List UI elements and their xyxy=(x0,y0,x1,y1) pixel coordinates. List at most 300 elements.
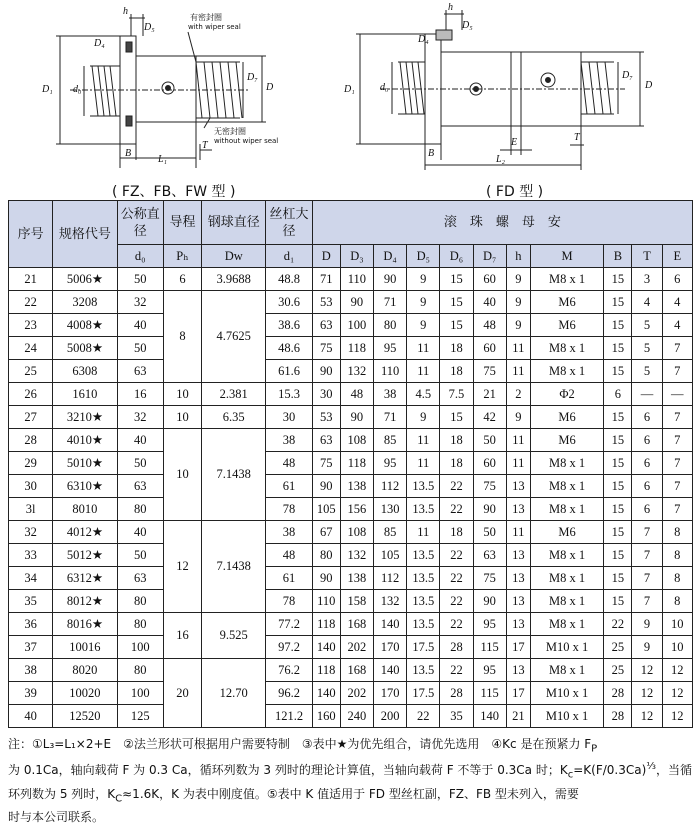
table-cell: 140 xyxy=(374,659,407,682)
table-cell: 13 xyxy=(506,498,530,521)
table-cell: 90 xyxy=(473,590,506,613)
seal-top-cn: 有密封圈 xyxy=(190,13,222,22)
table-cell: 78 xyxy=(266,590,312,613)
table-cell: 6 xyxy=(662,268,692,291)
table-cell: 75 xyxy=(473,360,506,383)
table-cell: 78 xyxy=(266,498,312,521)
table-cell: 112 xyxy=(374,475,407,498)
table-cell: 15 xyxy=(604,314,632,337)
table-cell: 7 xyxy=(632,521,662,544)
table-cell: 27 xyxy=(9,406,53,429)
table-cell: 15 xyxy=(604,429,632,452)
table-cell: 34 xyxy=(9,567,53,590)
table-cell: 8016★ xyxy=(53,613,117,636)
lbl-left-h: h xyxy=(123,6,128,17)
th-lead: 导程 xyxy=(163,201,201,245)
table-cell: 5 xyxy=(632,337,662,360)
th-col-t: T xyxy=(632,245,662,268)
footnote xyxy=(8,735,693,826)
table-row xyxy=(9,383,693,406)
table-cell: 15 xyxy=(604,521,632,544)
table-cell: 10 xyxy=(163,383,201,406)
table-cell: 110 xyxy=(340,268,373,291)
table-cell: 170 xyxy=(374,682,407,705)
table-cell: 15 xyxy=(604,590,632,613)
table-cell: 8010 xyxy=(53,498,117,521)
table-cell: 8 xyxy=(662,567,692,590)
table-cell: 21 xyxy=(473,383,506,406)
note-line-3: ，当循环列数为 5 列时，K xyxy=(8,763,693,801)
table-cell: 7.5 xyxy=(440,383,473,406)
table-cell: 11 xyxy=(506,521,530,544)
table-cell: M8 x 1 xyxy=(530,452,603,475)
table-cell: M6 xyxy=(530,314,603,337)
table-cell: M6 xyxy=(530,429,603,452)
table-cell: 50 xyxy=(117,268,163,291)
table-cell: 11 xyxy=(506,452,530,475)
table-cell: 9 xyxy=(407,291,440,314)
table-cell: 13 xyxy=(506,613,530,636)
table-cell: 15 xyxy=(604,498,632,521)
table-cell: 7 xyxy=(632,544,662,567)
table-cell: M8 x 1 xyxy=(530,360,603,383)
table-cell: 6 xyxy=(632,406,662,429)
table-cell: 13.5 xyxy=(407,544,440,567)
table-cell: 38.6 xyxy=(266,314,312,337)
table-cell: 80 xyxy=(374,314,407,337)
lbl-left-t: T xyxy=(202,140,208,151)
note-line-4: 时与本公司联系。 xyxy=(8,810,105,825)
table-cell: 95 xyxy=(473,659,506,682)
table-cell: 15 xyxy=(440,314,473,337)
table-cell: 67 xyxy=(312,521,340,544)
table-cell: 8012★ xyxy=(53,590,117,613)
table-row xyxy=(9,452,693,475)
table-cell: 11 xyxy=(407,452,440,475)
table-cell: 6310★ xyxy=(53,475,117,498)
table-cell: 80 xyxy=(117,613,163,636)
table-cell: 7 xyxy=(632,567,662,590)
table-cell: 26 xyxy=(9,383,53,406)
table-cell: 22 xyxy=(440,659,473,682)
table-cell: 23 xyxy=(9,314,53,337)
table-cell: 3.9688 xyxy=(202,268,266,291)
table-cell: 158 xyxy=(340,590,373,613)
table-cell: 28 xyxy=(440,636,473,659)
table-cell: — xyxy=(662,383,692,406)
table-cell: 7 xyxy=(662,337,692,360)
table-cell: 90 xyxy=(340,406,373,429)
table-cell: M6 xyxy=(530,521,603,544)
th-col-d3: D₃ xyxy=(340,245,373,268)
table-cell: 130 xyxy=(374,498,407,521)
table-cell: 15 xyxy=(604,544,632,567)
table-cell: 15 xyxy=(604,268,632,291)
table-cell: 48 xyxy=(473,314,506,337)
table-cell: 97.2 xyxy=(266,636,312,659)
table-cell: 53 xyxy=(312,406,340,429)
note-line-2: 为 0.1Ca，轴向载荷 F 为 0.3 Ca，循环列数为 3 列时的理论计算值，当轴向载荷 F 不等于 0.3Ca 时；K xyxy=(8,763,568,778)
table-cell: M10 x 1 xyxy=(530,636,603,659)
table-cell: 11 xyxy=(407,521,440,544)
table-cell: 22 xyxy=(440,590,473,613)
table-cell: 38 xyxy=(266,429,312,452)
table-cell: 16 xyxy=(117,383,163,406)
table-cell: 50 xyxy=(117,337,163,360)
lbl-right-d4: D₄ xyxy=(418,34,429,45)
table-cell: 140 xyxy=(312,636,340,659)
table-cell: 20 xyxy=(163,659,201,728)
table-cell: 4 xyxy=(632,291,662,314)
table-cell: 29 xyxy=(9,452,53,475)
table-cell: 48 xyxy=(340,383,373,406)
table-cell: 108 xyxy=(340,429,373,452)
table-cell: 28 xyxy=(604,705,632,728)
table-cell: 36 xyxy=(9,613,53,636)
table-cell: 12 xyxy=(632,682,662,705)
table-cell: M6 xyxy=(530,291,603,314)
table-cell: 115 xyxy=(473,636,506,659)
table-cell: M8 x 1 xyxy=(530,268,603,291)
table-cell: 121.2 xyxy=(266,705,312,728)
table-cell: 48.6 xyxy=(266,337,312,360)
table-cell: 9 xyxy=(632,613,662,636)
table-cell: 18 xyxy=(440,521,473,544)
table-cell: 90 xyxy=(374,268,407,291)
table-cell: 9.525 xyxy=(202,613,266,659)
table-cell: 7 xyxy=(662,360,692,383)
table-row xyxy=(9,406,693,429)
table-cell: 10 xyxy=(662,613,692,636)
table-cell: 30 xyxy=(312,383,340,406)
table-cell: 8 xyxy=(662,521,692,544)
table-cell: 138 xyxy=(340,567,373,590)
table-cell: 7.1438 xyxy=(202,429,266,521)
table-cell: 40 xyxy=(9,705,53,728)
note-line-3-tail: ≈1.6K，K 为表中刚度值。⑤表中 K 值适用于 FD 型丝杠副，FZ、FB 型未列入，需要 xyxy=(122,786,579,801)
table-cell: 8 xyxy=(163,291,201,383)
table-cell: 24 xyxy=(9,337,53,360)
table-cell: 160 xyxy=(312,705,340,728)
table-cell: 5 xyxy=(632,314,662,337)
th-col-b: B xyxy=(604,245,632,268)
table-cell: 63 xyxy=(312,429,340,452)
table-cell: 35 xyxy=(440,705,473,728)
table-cell: 140 xyxy=(374,613,407,636)
table-cell: 15 xyxy=(604,337,632,360)
table-cell: 15 xyxy=(604,291,632,314)
table-cell: 2 xyxy=(506,383,530,406)
table-row xyxy=(9,590,693,613)
table-cell: 28 xyxy=(604,682,632,705)
screw-coils-right xyxy=(398,62,614,114)
table-cell: 8 xyxy=(662,590,692,613)
table-row xyxy=(9,498,693,521)
table-cell: 37 xyxy=(9,636,53,659)
table-cell: M8 x 1 xyxy=(530,590,603,613)
table-cell: M8 x 1 xyxy=(530,567,603,590)
table-cell: 9 xyxy=(407,406,440,429)
table-cell: 110 xyxy=(374,360,407,383)
table-cell: Φ2 xyxy=(530,383,603,406)
table-row xyxy=(9,544,693,567)
table-cell: 132 xyxy=(340,544,373,567)
th-col-e: E xyxy=(662,245,692,268)
table-cell: 40 xyxy=(473,291,506,314)
table-cell: 32 xyxy=(117,291,163,314)
lbl-left-d1: D₁ xyxy=(42,84,53,95)
table-cell: 90 xyxy=(312,567,340,590)
table-cell: 110 xyxy=(312,590,340,613)
table-cell: 75 xyxy=(473,567,506,590)
table-cell: 80 xyxy=(117,498,163,521)
table-cell: 90 xyxy=(312,360,340,383)
table-cell: 17 xyxy=(506,636,530,659)
table-cell: 13 xyxy=(506,544,530,567)
table-cell: 50 xyxy=(117,544,163,567)
th-unit-ph: Pₕ xyxy=(163,245,201,268)
table-cell: 140 xyxy=(312,682,340,705)
table-cell: 40 xyxy=(117,521,163,544)
table-cell: 9 xyxy=(407,268,440,291)
title-fd: ( FD 型 ) xyxy=(486,184,544,200)
table-row xyxy=(9,567,693,590)
table-cell: — xyxy=(632,383,662,406)
table-cell: 30 xyxy=(266,406,312,429)
table-cell: 9 xyxy=(506,291,530,314)
table-cell: 3208 xyxy=(53,291,117,314)
table-cell: 13 xyxy=(506,567,530,590)
table-cell: 6 xyxy=(163,268,201,291)
table-cell: 25 xyxy=(604,659,632,682)
table-cell: 9 xyxy=(407,314,440,337)
table-cell: 63 xyxy=(117,567,163,590)
th-col-d6: D₆ xyxy=(440,245,473,268)
table-cell: 15 xyxy=(604,360,632,383)
note-sub-c: c xyxy=(567,769,574,781)
table-cell: 13.5 xyxy=(407,590,440,613)
table-cell: 63 xyxy=(117,475,163,498)
table-cell: 140 xyxy=(473,705,506,728)
table-cell: 32 xyxy=(117,406,163,429)
table-cell: 6 xyxy=(632,429,662,452)
table-cell: 105 xyxy=(374,544,407,567)
table-cell: 12 xyxy=(662,682,692,705)
table-cell: 30 xyxy=(9,475,53,498)
table-cell: M8 x 1 xyxy=(530,498,603,521)
table-cell: 100 xyxy=(117,682,163,705)
table-row xyxy=(9,360,693,383)
table-cell: 40 xyxy=(117,429,163,452)
table-cell: 1610 xyxy=(53,383,117,406)
seal-top-en: with wiper seal xyxy=(188,23,241,31)
table-cell: 48.8 xyxy=(266,268,312,291)
table-cell: 12 xyxy=(632,659,662,682)
table-cell: 71 xyxy=(374,406,407,429)
table-cell: 50 xyxy=(117,452,163,475)
table-cell: 132 xyxy=(374,590,407,613)
table-cell: 15 xyxy=(604,567,632,590)
note-sub-c2: C xyxy=(115,793,123,805)
th-unit-d0: d₀ xyxy=(117,245,163,268)
table-row xyxy=(9,291,693,314)
table-cell: 138 xyxy=(340,475,373,498)
table-cell: M8 x 1 xyxy=(530,475,603,498)
table-cell: 115 xyxy=(473,682,506,705)
table-cell: 9 xyxy=(632,636,662,659)
table-cell: 22 xyxy=(604,613,632,636)
table-cell: 75 xyxy=(312,337,340,360)
title-fz-fb-fw: ( FZ、FB、FW 型 ) xyxy=(112,184,236,200)
table-row xyxy=(9,521,693,544)
note-exp: ⅓ xyxy=(646,761,656,773)
th-ball: 钢球直径 xyxy=(202,201,266,245)
table-cell: 22 xyxy=(440,567,473,590)
lbl-left-l1: L₁ xyxy=(158,154,168,165)
table-cell: 17.5 xyxy=(407,682,440,705)
table-cell: 4012★ xyxy=(53,521,117,544)
lbl-left-d4: D₄ xyxy=(94,38,105,49)
th-col-d4: D₄ xyxy=(374,245,407,268)
table-cell: 4.7625 xyxy=(202,291,266,383)
table-cell: 12 xyxy=(662,659,692,682)
table-cell: 28 xyxy=(9,429,53,452)
table-cell: 8020 xyxy=(53,659,117,682)
table-cell: 6312★ xyxy=(53,567,117,590)
table-cell: 85 xyxy=(374,521,407,544)
table-cell: 10 xyxy=(163,429,201,521)
table-cell: M10 x 1 xyxy=(530,682,603,705)
table-cell: 13 xyxy=(506,590,530,613)
table-cell: 21 xyxy=(9,268,53,291)
right-drawing xyxy=(356,10,644,170)
seal-bottom-en: without wiper seal xyxy=(214,137,279,145)
table-cell: 15 xyxy=(440,268,473,291)
table-cell: 63 xyxy=(312,314,340,337)
table-cell: 118 xyxy=(340,452,373,475)
note-line-1: 注：①L₃=L₁×2+E ②法兰形状可根据用户需要特制 ③表中★为优先组合，请优先选用 ④Kc 是在预紧力 F xyxy=(8,737,592,751)
table-cell: 18 xyxy=(440,360,473,383)
table-cell: 50 xyxy=(473,521,506,544)
table-cell: 5012★ xyxy=(53,544,117,567)
table-cell: 132 xyxy=(340,360,373,383)
th-unit-d1: d₁ xyxy=(266,245,312,268)
table-cell: 7 xyxy=(662,498,692,521)
table-cell: 28 xyxy=(440,682,473,705)
table-cell: 7 xyxy=(662,475,692,498)
th-col-h: h xyxy=(506,245,530,268)
spec-table xyxy=(8,200,693,728)
table-cell: 63 xyxy=(117,360,163,383)
table-cell: 22 xyxy=(440,544,473,567)
table-cell: 13.5 xyxy=(407,613,440,636)
table-cell: 11 xyxy=(407,429,440,452)
table-row xyxy=(9,682,693,705)
table-cell: 202 xyxy=(340,682,373,705)
table-cell: 15 xyxy=(604,475,632,498)
table-cell: 80 xyxy=(117,590,163,613)
lbl-right-b: B xyxy=(428,148,435,159)
table-cell: 5008★ xyxy=(53,337,117,360)
th-col-d5: D₅ xyxy=(407,245,440,268)
table-cell: 5006★ xyxy=(53,268,117,291)
table-cell: 4008★ xyxy=(53,314,117,337)
table-cell: 3l xyxy=(9,498,53,521)
table-cell: 7 xyxy=(662,429,692,452)
table-cell: 71 xyxy=(374,291,407,314)
table-cell: 11 xyxy=(407,360,440,383)
table-cell: 11 xyxy=(506,337,530,360)
lbl-right-d7: D₇ xyxy=(622,70,633,81)
table-cell: 7 xyxy=(632,590,662,613)
table-cell: 48 xyxy=(266,544,312,567)
lbl-left-b: B xyxy=(125,148,132,159)
table-cell: 11 xyxy=(506,360,530,383)
table-cell: 11 xyxy=(407,337,440,360)
table-cell: 156 xyxy=(340,498,373,521)
table-cell: 6.35 xyxy=(202,406,266,429)
table-cell: 202 xyxy=(340,636,373,659)
table-row xyxy=(9,705,693,728)
table-row xyxy=(9,659,693,682)
table-cell: M8 x 1 xyxy=(530,544,603,567)
table-cell: M10 x 1 xyxy=(530,705,603,728)
table-cell: 71 xyxy=(312,268,340,291)
table-row xyxy=(9,636,693,659)
table-cell: 12 xyxy=(632,705,662,728)
seal-bottom-cn: 无密封圈 xyxy=(214,127,246,136)
table-cell: 17.5 xyxy=(407,636,440,659)
table-cell: 85 xyxy=(374,429,407,452)
table-cell: 6308 xyxy=(53,360,117,383)
table-cell: 4010★ xyxy=(53,429,117,452)
table-cell: 21 xyxy=(506,705,530,728)
table-cell: 105 xyxy=(312,498,340,521)
table-row xyxy=(9,613,693,636)
lbl-right-d0: d₀ xyxy=(380,82,389,93)
th-col-d: D xyxy=(312,245,340,268)
table-cell: 5010★ xyxy=(53,452,117,475)
table-cell: 4 xyxy=(662,291,692,314)
lbl-right-d: D xyxy=(645,80,653,91)
lbl-left-d0: d₀ xyxy=(73,84,82,95)
table-cell: 13.5 xyxy=(407,567,440,590)
table-cell: 90 xyxy=(473,498,506,521)
table-cell: M8 x 1 xyxy=(530,337,603,360)
th-nut: 滚 珠 螺 母 安 xyxy=(312,201,692,245)
table-cell: 60 xyxy=(473,337,506,360)
table-cell: 75 xyxy=(312,452,340,475)
table-cell: 80 xyxy=(117,659,163,682)
table-cell: 4 xyxy=(662,314,692,337)
table-cell: 32 xyxy=(9,521,53,544)
th-screw: 丝杠大径 xyxy=(266,201,312,245)
table-cell: 61 xyxy=(266,567,312,590)
table-cell: M8 x 1 xyxy=(530,659,603,682)
table-cell: 13.5 xyxy=(407,475,440,498)
table-cell: 9 xyxy=(506,268,530,291)
table-cell: 25 xyxy=(604,636,632,659)
table-cell: 16 xyxy=(163,613,201,659)
th-seq: 序号 xyxy=(9,201,53,268)
table-cell: 7 xyxy=(662,406,692,429)
table-cell: 15 xyxy=(604,406,632,429)
table-cell: 22 xyxy=(440,475,473,498)
table-cell: 108 xyxy=(340,521,373,544)
table-cell: 40 xyxy=(117,314,163,337)
lbl-right-d1: D₁ xyxy=(344,84,355,95)
th-col-m: M xyxy=(530,245,603,268)
